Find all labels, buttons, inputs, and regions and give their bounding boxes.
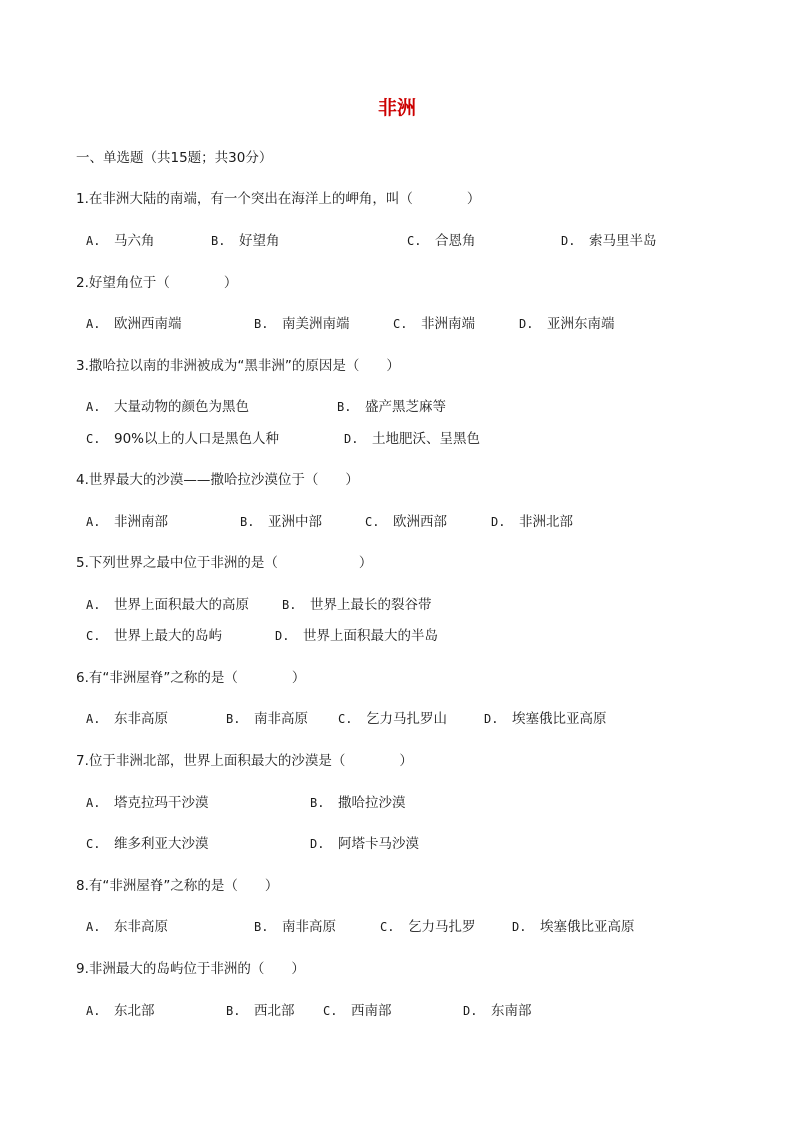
option-text: 世界上最长的裂谷带 — [310, 597, 432, 613]
q1-option-d[interactable] — [561, 229, 657, 249]
option-letter: C. — [338, 712, 353, 726]
option-letter: A. — [86, 317, 101, 331]
option-letter: D. — [344, 432, 359, 446]
option-text: 大量动物的颜色为黑色 — [114, 399, 249, 415]
q5-option-b[interactable] — [282, 593, 432, 613]
q5-option-a[interactable] — [86, 593, 249, 613]
option-text: 南非高原 — [254, 711, 308, 727]
option-letter: D. — [310, 837, 325, 851]
question-2: 2.好望角位于（ ） — [76, 275, 238, 291]
option-text: 好望角 — [239, 233, 280, 249]
q4-option-c[interactable] — [365, 510, 447, 530]
option-letter: D. — [519, 317, 534, 331]
option-letter: D. — [491, 515, 506, 529]
q8-option-a[interactable] — [86, 915, 168, 935]
q3-option-b[interactable] — [337, 395, 446, 415]
question-7: 7.位于非洲北部，世界上面积最大的沙漠是（ ） — [76, 753, 413, 769]
option-text: 欧洲西部 — [393, 514, 447, 530]
option-text: 埃塞俄比亚高原 — [540, 919, 635, 935]
q8-option-c[interactable] — [380, 915, 476, 935]
q6-option-c[interactable] — [338, 707, 447, 727]
option-text: 合恩角 — [435, 233, 476, 249]
option-letter: B. — [211, 234, 226, 248]
question-4: 4.世界最大的沙漠——撒哈拉沙漠位于（ ） — [76, 472, 359, 488]
option-letter: A. — [86, 400, 101, 414]
q3-option-d[interactable] — [344, 427, 480, 447]
q6-option-b[interactable] — [226, 707, 308, 727]
option-text: 盛产黑芝麻等 — [365, 399, 446, 415]
option-text: 世界上面积最大的高原 — [114, 597, 249, 613]
option-letter: B. — [226, 1004, 241, 1018]
option-text: 索马里半岛 — [589, 233, 657, 249]
q3-option-a[interactable] — [86, 395, 249, 415]
option-letter: A. — [86, 796, 101, 810]
option-text: 亚洲中部 — [268, 514, 322, 530]
option-text: 马六角 — [114, 233, 155, 249]
option-text: 塔克拉玛干沙漠 — [114, 795, 209, 811]
option-text: 南美洲南端 — [282, 316, 350, 332]
q6-option-d[interactable] — [484, 707, 607, 727]
q2-option-b[interactable] — [254, 312, 350, 332]
option-letter: B. — [240, 515, 255, 529]
question-5: 5.下列世界之最中位于非洲的是（ ） — [76, 555, 373, 571]
option-text: 维多利亚大沙漠 — [114, 836, 209, 852]
option-text: 亚洲东南端 — [547, 316, 615, 332]
option-text: 非洲北部 — [519, 514, 573, 530]
option-letter: A. — [86, 712, 101, 726]
option-letter: C. — [86, 837, 101, 851]
option-text: 欧洲西南端 — [114, 316, 182, 332]
q1-option-b[interactable] — [211, 229, 280, 249]
option-text: 东南部 — [491, 1003, 532, 1019]
q9-option-a[interactable] — [86, 999, 155, 1019]
option-text: 东非高原 — [114, 919, 168, 935]
option-text: 非洲南端 — [421, 316, 475, 332]
option-text: 西南部 — [351, 1003, 392, 1019]
q4-option-d[interactable] — [491, 510, 573, 530]
option-text: 东北部 — [114, 1003, 155, 1019]
q9-option-d[interactable] — [463, 999, 532, 1019]
q3-option-c[interactable] — [86, 427, 279, 447]
q5-option-d[interactable] — [275, 624, 438, 644]
question-6: 6.有“非洲屋脊”之称的是（ ） — [76, 670, 306, 686]
option-letter: D. — [484, 712, 499, 726]
q4-option-b[interactable] — [240, 510, 322, 530]
q1-option-a[interactable] — [86, 229, 155, 249]
q2-option-a[interactable] — [86, 312, 182, 332]
option-letter: B. — [254, 317, 269, 331]
option-letter: B. — [337, 400, 352, 414]
q7-option-d[interactable] — [310, 832, 419, 852]
q8-option-d[interactable] — [512, 915, 635, 935]
option-text: 撒哈拉沙漠 — [338, 795, 406, 811]
q4-option-a[interactable] — [86, 510, 168, 530]
option-letter: C. — [323, 1004, 338, 1018]
option-letter: D. — [561, 234, 576, 248]
option-letter: A. — [86, 234, 101, 248]
option-text: 乞力马扎罗山 — [366, 711, 447, 727]
q8-option-b[interactable] — [254, 915, 336, 935]
option-letter: C. — [86, 629, 101, 643]
option-letter: D. — [512, 920, 527, 934]
option-letter: C. — [407, 234, 422, 248]
option-text: 乞力马扎罗 — [408, 919, 476, 935]
section-heading: 一、单选题（共15题；共30分） — [76, 150, 273, 166]
option-text: 90%以上的人口是黑色人种 — [114, 431, 280, 447]
option-text: 阿塔卡马沙漠 — [338, 836, 419, 852]
option-letter: A. — [86, 515, 101, 529]
q9-option-b[interactable] — [226, 999, 295, 1019]
option-text: 埃塞俄比亚高原 — [512, 711, 607, 727]
question-3: 3.撒哈拉以南的非洲被成为“黑非洲”的原因是（ ） — [76, 358, 400, 374]
option-letter: C. — [365, 515, 380, 529]
option-letter: B. — [254, 920, 269, 934]
q7-option-c[interactable] — [86, 832, 209, 852]
option-text: 东非高原 — [114, 711, 168, 727]
option-letter: B. — [310, 796, 325, 810]
option-letter: C. — [393, 317, 408, 331]
question-1: 1.在非洲大陆的南端，有一个突出在海洋上的岬角，叫（ ） — [76, 191, 481, 207]
q9-option-c[interactable] — [323, 999, 392, 1019]
option-letter: B. — [226, 712, 241, 726]
option-text: 南非高原 — [282, 919, 336, 935]
option-text: 土地肥沃、呈黑色 — [372, 431, 480, 447]
option-letter: A. — [86, 1004, 101, 1018]
question-8: 8.有“非洲屋脊”之称的是（ ） — [76, 878, 279, 894]
option-letter: C. — [86, 432, 101, 446]
q7-option-a[interactable] — [86, 791, 209, 811]
q6-option-a[interactable] — [86, 707, 168, 727]
option-letter: D. — [275, 629, 290, 643]
option-letter: C. — [380, 920, 395, 934]
q5-option-c[interactable] — [86, 624, 222, 644]
q2-option-d[interactable] — [519, 312, 615, 332]
option-text: 西北部 — [254, 1003, 295, 1019]
option-letter: A. — [86, 598, 101, 612]
q1-option-c[interactable] — [407, 229, 476, 249]
q2-option-c[interactable] — [393, 312, 475, 332]
option-text: 非洲南部 — [114, 514, 168, 530]
option-text: 世界上面积最大的半岛 — [303, 628, 438, 644]
q7-option-b[interactable] — [310, 791, 406, 811]
question-9: 9.非洲最大的岛屿位于非洲的（ ） — [76, 961, 305, 977]
option-letter: D. — [463, 1004, 478, 1018]
option-text: 世界上最大的岛屿 — [114, 628, 222, 644]
option-letter: B. — [282, 598, 297, 612]
option-letter: A. — [86, 920, 101, 934]
page-title: 非洲 — [377, 97, 416, 119]
